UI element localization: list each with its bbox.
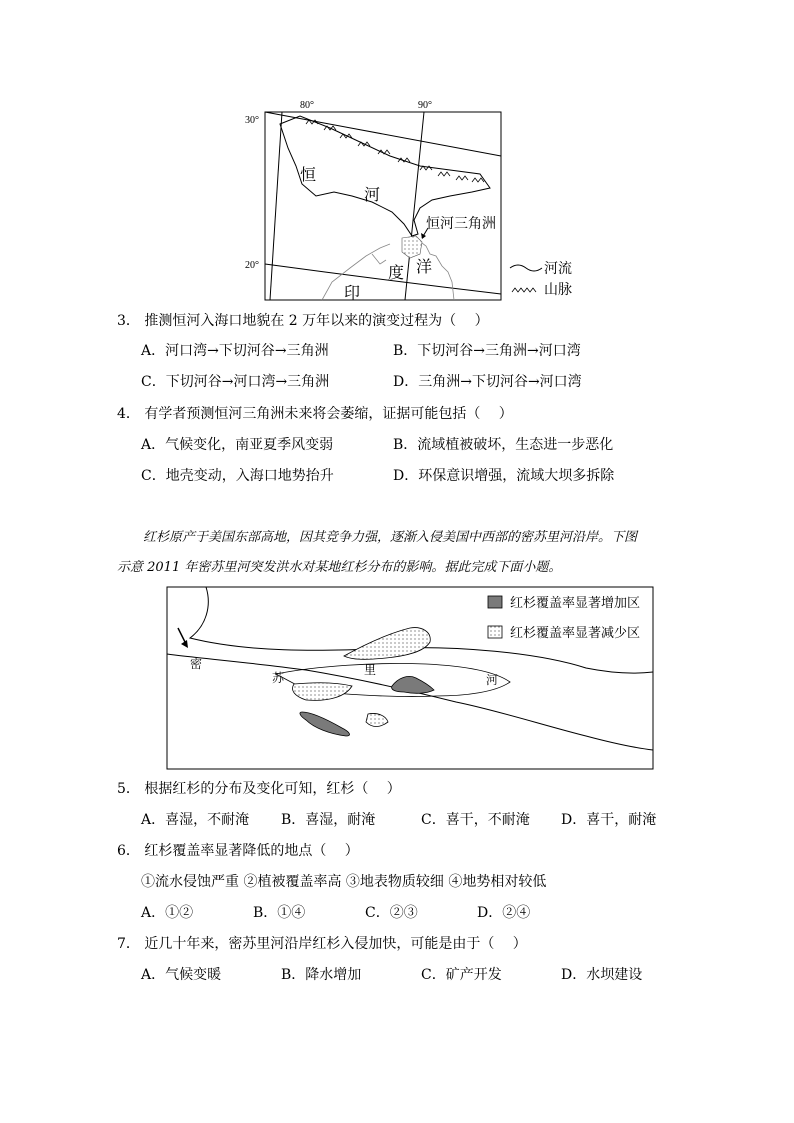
intro-line-2: 示意 2011 年密苏里河突发洪水对某地红杉分布的影响。据此完成下面小题。 [117,560,562,575]
label-su: 苏 [272,671,285,685]
q7-option-d[interactable]: D．水坝建设 [561,967,643,983]
q7-option-b[interactable]: B．降水增加 [281,967,362,983]
q5-stem: 5． 根据红杉的分布及变化可知，红杉（ ） [117,781,401,797]
q6-option-c[interactable]: C．②③ [365,905,418,921]
legend-decrease-swatch [488,626,502,638]
q4-option-b[interactable]: B．流域植被破坏，生态进一步恶化 [393,437,614,453]
legend-mountain-label: 山脉 [544,282,572,298]
q5-option-c[interactable]: C．喜干，不耐淹 [421,812,530,828]
label-heng: 恒 [300,165,317,184]
label-he: 河 [364,185,381,204]
q3-option-a[interactable]: A．河口湾→下切河谷→三角洲 [141,343,329,359]
label-mi: 密 [190,657,203,671]
lat-30-label: 30° [245,115,259,126]
legend-increase-swatch [488,596,502,608]
label-du: 度 [388,263,405,282]
lon-80-label: 80° [300,100,314,111]
legend-decrease-label: 红杉覆盖率显著减少区 [510,626,641,641]
q7-stem: 7． 近几十年来，密苏里河沿岸红杉入侵加快，可能是由于（ ） [117,936,527,952]
q3-option-d[interactable]: D．三角洲→下切河谷→河口湾 [393,374,582,390]
q4-option-d[interactable]: D．环保意识增强，流域大坝多拆除 [393,468,615,484]
q5-option-a[interactable]: A．喜湿，不耐淹 [141,812,250,828]
q6-option-a[interactable]: A．①② [141,905,194,921]
q4-stem: 4． 有学者预测恒河三角洲未来将会萎缩，证据可能包括（ ） [117,406,513,422]
label-li: 里 [364,663,377,677]
label-yang: 洋 [416,257,433,276]
lat-20-label: 20° [245,260,259,271]
label-delta: 恒河三角洲 [426,216,496,232]
map-frame [265,112,501,300]
q3-option-c[interactable]: C．下切河谷→河口湾→三角洲 [141,374,330,390]
q3-stem: 3． 推测恒河入海口地貌在 2 万年以来的演变过程为（ ） [117,313,489,329]
q7-option-c[interactable]: C．矿产开发 [421,967,502,983]
q6-option-d[interactable]: D．②④ [477,905,531,921]
lon-90-label: 90° [418,100,432,111]
q3-option-b[interactable]: B．下切河谷→三角洲→河口湾 [393,343,581,359]
mountain-legend-symbol [512,288,536,292]
q4-option-c[interactable]: C．地壳变动，入海口地势抬升 [141,468,334,484]
q7-option-a[interactable]: A．气候变暖 [141,967,222,983]
meridian-80 [270,112,282,300]
ganges-map [240,96,580,306]
parallel-20 [265,264,501,294]
q4-option-a[interactable]: A．气候变化，南亚夏季风变弱 [141,437,334,453]
label-yin: 印 [344,283,361,302]
legend-river-label: 河流 [544,261,572,277]
missouri-map [166,586,656,772]
q6-stem: 6． 红杉覆盖率显著降低的地点（ ） [117,843,359,859]
intro-line-1: 红杉原产于美国东部高地，因其竞争力强，逐渐入侵美国中西部的密苏里河沿岸。下图 [143,530,638,545]
q5-option-b[interactable]: B．喜湿，耐淹 [281,812,376,828]
label-he-river: 河 [486,673,499,687]
q6-items: ①流水侵蚀严重 ②植被覆盖率高 ③地表物质较细 ④地势相对较低 [141,874,547,890]
parallel-30 [265,112,501,156]
q6-option-b[interactable]: B．①④ [253,905,306,921]
legend-increase-label: 红杉覆盖率显著增加区 [510,596,641,611]
q5-option-d[interactable]: D．喜干，耐淹 [561,812,657,828]
river-legend-symbol [510,265,542,271]
delta-area [402,236,422,258]
